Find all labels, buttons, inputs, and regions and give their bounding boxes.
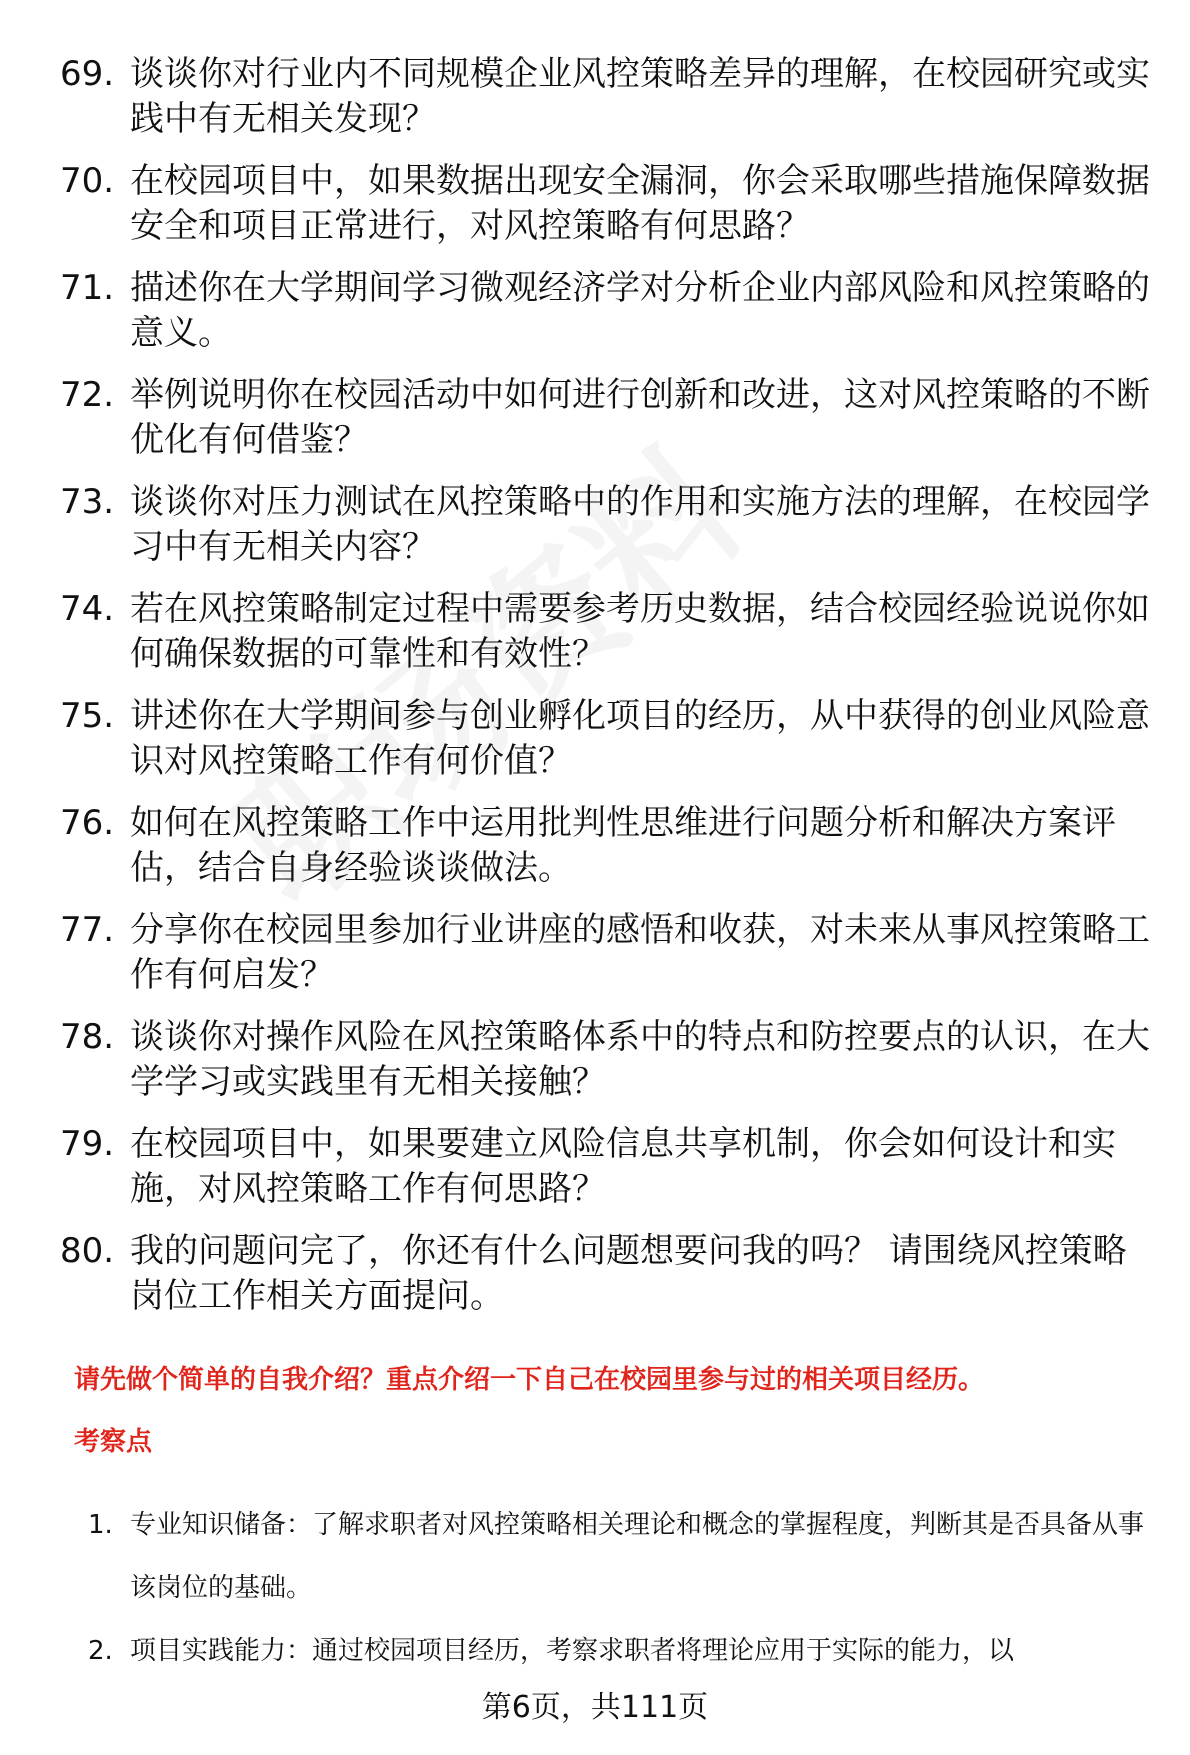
point-text: 专业知识储备：了解求职者对风控策略相关理论和概念的掌握程度，判断其是否具备从事该岗位的基础。 [130,1510,1145,1603]
point-number: 2. [88,1636,113,1666]
question-number: 71. [60,268,115,308]
question-item [60,480,1160,570]
question-number: 76. [60,803,115,843]
question-text: 讲述你在大学期间参与创业孵化项目的经历，从中获得的创业风险意识对风控策略工作有何价值？ [130,696,1150,781]
section-heading: 请先做个简单的自我介绍？重点介绍一下自己在校园里参与过的相关项目经历。 [74,1365,985,1395]
page-footer: 第6页，共111页 [481,1690,709,1725]
point-item [88,1494,1148,1620]
question-text: 谈谈你对行业内不同规模企业风控策略差异的理解，在校园研究或实践中有无相关发现？ [130,54,1150,139]
question-text: 分享你在校园里参加行业讲座的感悟和收获，对未来从事风控策略工作有何启发？ [130,910,1150,995]
question-list [60,52,1160,1336]
question-number: 70. [60,161,115,201]
point-item [88,1620,1148,1683]
question-item [60,373,1160,463]
points-list [88,1494,1148,1683]
question-item [60,587,1160,677]
question-text: 谈谈你对操作风险在风控策略体系中的特点和防控要点的认识，在大学学习或实践里有无相关接触？ [130,1017,1150,1102]
question-number: 72. [60,375,115,415]
question-text: 描述你在大学期间学习微观经济学对分析企业内部风险和风控策略的意义。 [130,268,1150,353]
question-item [60,694,1160,784]
question-text: 我的问题问完了，你还有什么问题想要问我的吗？ 请围绕风控策略岗位工作相关方面提问。 [130,1231,1127,1316]
question-item [60,801,1160,891]
question-number: 80. [60,1231,115,1271]
question-number: 75. [60,696,115,736]
question-number: 77. [60,910,115,950]
point-text: 项目实践能力：通过校园项目经历，考察求职者将理论应用于实际的能力，以 [130,1636,1015,1666]
question-item [60,908,1160,998]
question-number: 74. [60,589,115,629]
question-text: 谈谈你对压力测试在风控策略中的作用和实施方法的理解，在校园学习中有无相关内容？ [130,482,1150,567]
question-number: 73. [60,482,115,522]
question-item [60,159,1160,249]
question-text: 举例说明你在校园活动中如何进行创新和改进，这对风控策略的不断优化有何借鉴？ [130,375,1150,460]
question-number: 78. [60,1017,115,1057]
question-text: 如何在风控策略工作中运用批判性思维进行问题分析和解决方案评估，结合自身经验谈谈做法。 [130,803,1116,888]
question-text: 若在风控策略制定过程中需要参考历史数据，结合校园经验说说你如何确保数据的可靠性和有效性？ [130,589,1150,674]
question-item [60,266,1160,356]
question-item [60,1015,1160,1105]
question-number: 79. [60,1124,115,1164]
section-subheading: 考察点 [74,1427,153,1457]
question-text: 在校园项目中，如果要建立风险信息共享机制，你会如何设计和实施，对风控策略工作有何思路？ [130,1124,1116,1209]
question-number: 69. [60,54,115,94]
point-number: 1. [88,1510,113,1540]
question-item [60,1122,1160,1212]
question-item [60,1229,1160,1319]
question-text: 在校园项目中，如果数据出现安全漏洞，你会采取哪些措施保障数据安全和项目正常进行，对风控策略有何思路？ [130,161,1150,246]
question-item [60,52,1160,142]
